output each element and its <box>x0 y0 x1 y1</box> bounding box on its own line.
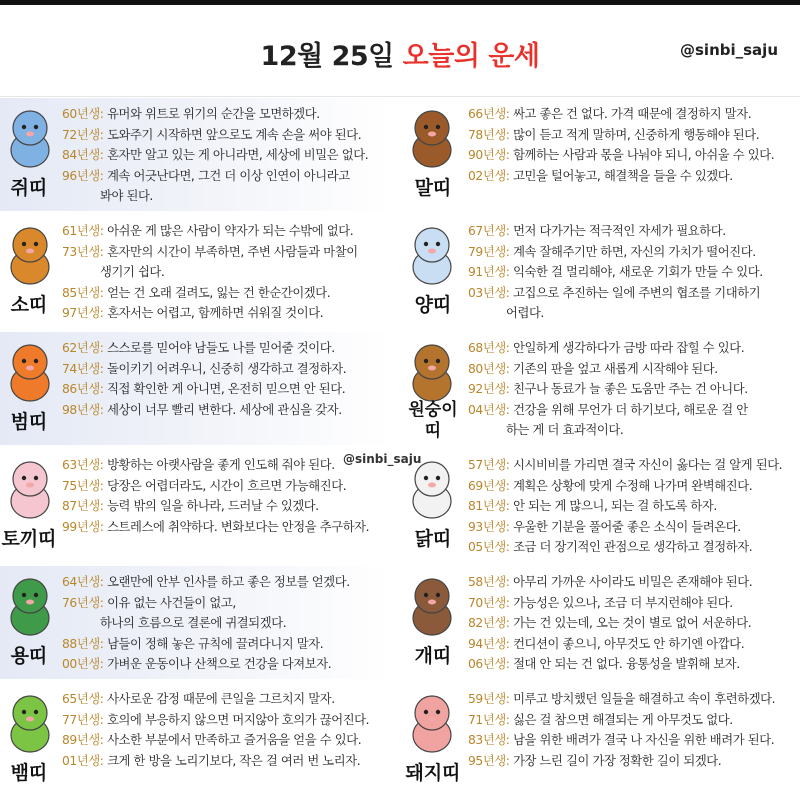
birth-year: 02년생: <box>468 168 514 183</box>
fortune-text: 봐야 된다. <box>100 189 153 203</box>
fortune-line <box>468 359 798 380</box>
birth-year: 76년생: <box>62 595 108 610</box>
fortune-line <box>468 104 798 125</box>
birth-year: 89년생: <box>62 733 108 747</box>
fortune-text: 유머와 위트로 위기의 순간을 모면하겠다. <box>107 107 320 121</box>
fortune-text: 직접 확인한 게 아니면, 온전히 믿으면 안 된다. <box>107 382 346 396</box>
fortune-line <box>62 104 390 125</box>
fortune-text: 혼자만 알고 있는 게 아니라면, 세상에 비밀은 없다. <box>107 148 369 162</box>
fortune-lines <box>468 338 798 441</box>
fortune-line <box>62 476 390 497</box>
birth-year: 86년생: <box>62 382 108 396</box>
fortune-text: 크게 한 방을 노리기보다, 작은 걸 여러 번 노리자. <box>107 753 361 768</box>
snake-icon <box>2 687 58 757</box>
birth-year: 92년생: <box>468 382 514 396</box>
zodiac-name: 용띠 <box>10 645 48 667</box>
mouse-icon <box>2 102 58 172</box>
fortune-text: 안일하게 생각하다가 금방 따라 잡힐 수 있다. <box>513 341 745 355</box>
fortune-text: 혼자서는 어렵고, 함께하면 쉬워질 것이다. <box>107 306 324 320</box>
birth-year: 67년생: <box>468 224 514 238</box>
fortune-text: 하는 게 더 효과적이다. <box>506 423 624 437</box>
fortune-line <box>62 262 390 283</box>
fortune-text: 우울한 기분을 풀어줄 좋은 소식이 들려온다. <box>513 519 741 534</box>
monkey-icon <box>404 336 460 406</box>
birth-year: 77년생: <box>62 712 108 727</box>
fortune-text: 아쉬운 게 많은 사람이 약자가 되는 수밖에 없다. <box>107 224 354 238</box>
zodiac-name: 개띠 <box>414 645 452 667</box>
fortune-line <box>468 476 798 497</box>
fortune-line <box>468 303 798 324</box>
fortune-text: 싫은 걸 참으면 해결되는 게 아무것도 없다. <box>513 712 733 727</box>
fortune-text: 사사로운 감정 때문에 큰일을 그르치지 말자. <box>107 692 335 706</box>
birth-year: 80년생: <box>468 361 514 376</box>
fortune-text: 절대 안 되는 건 없다. 융통성을 발휘해 보자. <box>513 657 740 671</box>
fortune-text: 미루고 방치했던 일들을 해결하고 속이 후련하겠다. <box>513 692 776 706</box>
fortune-lines <box>62 572 390 675</box>
birth-year: 97년생: <box>62 306 108 320</box>
fortune-text: 건강을 위해 무언가 더 하기보다, 해로운 걸 안 <box>513 402 748 417</box>
fortune-text: 혼자만의 시간이 부족하면, 주변 사람들과 마찰이 <box>107 244 358 259</box>
fortune-line <box>62 242 390 263</box>
birth-year: 95년생: <box>468 753 514 768</box>
zodiac-card-4 <box>0 332 392 445</box>
fortune-line <box>468 593 798 614</box>
zodiac-name: 뱀띠 <box>10 762 48 784</box>
fortune-line <box>62 359 390 380</box>
birth-year: 71년생: <box>468 712 514 727</box>
fortune-line <box>62 710 390 731</box>
fortune-text: 어렵다. <box>506 306 544 320</box>
birth-year: 84년생: <box>62 148 108 162</box>
fortune-line <box>468 262 798 283</box>
fortune-lines <box>468 689 798 771</box>
fortune-line <box>468 537 798 558</box>
fortune-text: 남을 위한 배려가 결국 나 자신을 위한 배려가 된다. <box>513 733 775 747</box>
fortune-line <box>468 689 798 710</box>
fortune-text: 생기기 쉽다. <box>100 265 165 279</box>
fortune-text: 얻는 건 오래 걸려도, 잃는 건 한순간이겠다. <box>107 285 331 300</box>
zodiac-card-7 <box>398 449 800 562</box>
birth-year: 66년생: <box>468 107 514 121</box>
birth-year: 79년생: <box>468 244 514 259</box>
zodiac-card-5 <box>398 332 800 445</box>
birth-year: 01년생: <box>62 753 108 768</box>
birth-year: 61년생: <box>62 224 108 238</box>
birth-year: 70년생: <box>468 595 514 610</box>
fortune-text: 익숙한 걸 멀리해야, 새로운 기회가 만들 수 있다. <box>513 265 763 279</box>
fortune-line <box>468 125 798 146</box>
fortune-text: 이유 없는 사건들이 없고, <box>107 595 236 610</box>
fortune-text: 가능성은 있으나, 조금 더 부지런해야 된다. <box>513 595 733 610</box>
fortune-line <box>62 186 390 207</box>
fortune-lines <box>468 455 798 558</box>
fortune-text: 아무리 가까운 사이라도 비밀은 존재해야 된다. <box>513 575 753 589</box>
fortune-line <box>468 221 798 242</box>
zodiac-card-11 <box>398 683 800 796</box>
fortune-text: 조금 더 장기적인 관점으로 생각하고 결정하자. <box>513 540 753 554</box>
birth-year: 81년생: <box>468 499 514 513</box>
birth-year: 59년생: <box>468 692 514 706</box>
fortune-text: 하나의 흐름으로 결론에 귀결되겠다. <box>100 616 287 630</box>
fortune-text: 컨디션이 좋으니, 아무것도 안 하기엔 아깝다. <box>513 636 745 651</box>
watermark: @sinbi_saju <box>343 452 422 466</box>
zodiac-name: 말띠 <box>414 177 452 199</box>
fortune-line <box>468 517 798 538</box>
zodiac-name: 토끼띠 <box>1 528 57 550</box>
header-divider <box>0 96 800 97</box>
fortune-lines <box>468 104 798 186</box>
zodiac-name: 원숭이 띠 <box>408 400 458 441</box>
birth-year: 82년생: <box>468 616 514 630</box>
dog-icon <box>404 570 460 640</box>
birth-year: 69년생: <box>468 478 514 493</box>
birth-year: 99년생: <box>62 519 108 534</box>
fortune-line <box>468 634 798 655</box>
fortune-text: 스트레스에 취약하다. 변화보다는 안정을 추구하자. <box>107 519 370 534</box>
fortune-text: 먼저 다가가는 적극적인 자세가 필요하다. <box>513 224 726 238</box>
fortune-text: 고집으로 추진하는 일에 주변의 협조를 기대하기 <box>513 285 761 300</box>
ox-icon <box>2 219 58 289</box>
birth-year: 78년생: <box>468 127 514 142</box>
fortune-text: 돌이키기 어려우니, 신중히 생각하고 결정하자. <box>107 361 347 376</box>
fortune-text: 남들이 정해 놓은 규칙에 끌려다니지 말자. <box>107 636 324 651</box>
birth-year: 57년생: <box>468 458 514 472</box>
birth-year: 63년생: <box>62 458 108 472</box>
fortune-text: 친구나 동료가 늘 좋은 도움만 주는 건 아니다. <box>513 382 748 396</box>
fortune-text: 방황하는 아랫사람을 좋게 인도해 줘야 된다. <box>107 458 335 472</box>
birth-year: 94년생: <box>468 636 514 651</box>
horse-icon <box>404 102 460 172</box>
zodiac-card-8 <box>0 566 392 679</box>
fortune-line <box>468 730 798 751</box>
fortune-line <box>62 572 390 593</box>
fortune-line <box>468 496 798 517</box>
birth-year: 93년생: <box>468 519 514 534</box>
birth-year: 88년생: <box>62 636 108 651</box>
zodiac-name: 소띠 <box>10 294 48 316</box>
fortune-text: 고민을 털어놓고, 해결책을 들을 수 있겠다. <box>513 168 733 183</box>
top-bar <box>0 0 800 5</box>
fortune-text: 사소한 부분에서 만족하고 즐거움을 얻을 수 있다. <box>107 733 362 747</box>
fortune-text: 가벼운 운동이나 산책으로 건강을 다져보자. <box>107 657 332 671</box>
fortune-line <box>62 634 390 655</box>
birth-year: 87년생: <box>62 499 108 513</box>
fortune-line <box>468 400 798 421</box>
fortune-line <box>468 338 798 359</box>
zodiac-card-1 <box>398 98 800 211</box>
birth-year: 72년생: <box>62 127 108 142</box>
fortune-text: 가는 건 있는데, 오는 것이 별로 없어 서운하다. <box>513 616 752 630</box>
tiger-icon <box>2 336 58 406</box>
birth-year: 75년생: <box>62 478 108 493</box>
fortune-text: 가장 느린 길이 가장 정확한 길이 되겠다. <box>513 753 722 768</box>
fortune-lines <box>62 455 390 537</box>
fortune-line <box>62 166 390 187</box>
zodiac-card-6 <box>0 449 392 562</box>
fortune-line <box>468 613 798 634</box>
fortune-line <box>468 283 798 304</box>
fortune-line <box>62 400 390 421</box>
birth-year: 85년생: <box>62 285 108 300</box>
birth-year: 83년생: <box>468 733 514 747</box>
birth-year: 03년생: <box>468 285 514 300</box>
zodiac-name: 쥐띠 <box>10 177 48 199</box>
fortune-text: 당장은 어렵더라도, 시간이 흐르면 가능해진다. <box>107 478 347 493</box>
fortune-line <box>62 125 390 146</box>
zodiac-card-2 <box>0 215 392 328</box>
fortune-line <box>62 379 390 400</box>
birth-year: 74년생: <box>62 361 108 376</box>
zodiac-card-10 <box>0 683 392 796</box>
fortune-text: 계속 어긋난다면, 그건 더 이상 인연이 아니라고 <box>107 168 350 183</box>
fortune-line <box>62 283 390 304</box>
fortune-line <box>468 145 798 166</box>
birth-year: 00년생: <box>62 657 108 671</box>
fortune-text: 계속 잘해주기만 하면, 자신의 가치가 떨어진다. <box>513 244 756 259</box>
birth-year: 64년생: <box>62 575 108 589</box>
fortune-line <box>62 145 390 166</box>
birth-year: 60년생: <box>62 107 108 121</box>
birth-year: 68년생: <box>468 341 514 355</box>
fortune-text: 오랜만에 안부 인사를 하고 좋은 정보를 얻겠다. <box>107 575 350 589</box>
fortune-text: 함께하는 사람과 몫을 나눠야 되니, 아쉬울 수 있다. <box>513 148 775 162</box>
pig-icon <box>404 687 460 757</box>
fortune-line <box>468 166 798 187</box>
title-text: 오늘의 운세 <box>402 41 540 72</box>
fortune-line <box>62 221 390 242</box>
fortune-text: 싸고 좋은 건 없다. 가격 때문에 결정하지 말자. <box>513 107 752 121</box>
fortune-lines <box>62 689 390 771</box>
dragon-icon <box>2 570 58 640</box>
fortune-text: 능력 밖의 일을 하나라, 드러날 수 있겠다. <box>107 499 319 513</box>
fortune-text: 계획은 상황에 맞게 수정해 나가며 완벽해진다. <box>513 478 753 493</box>
fortune-line <box>62 689 390 710</box>
fortune-line <box>468 420 798 441</box>
birth-year: 98년생: <box>62 402 108 417</box>
fortune-line <box>468 751 798 772</box>
fortune-line <box>62 654 390 675</box>
zodiac-name: 돼지띠 <box>405 762 461 784</box>
birth-year: 73년생: <box>62 244 108 259</box>
fortune-text: 호의에 부응하지 않으면 머지않아 호의가 끊어진다. <box>107 712 370 727</box>
zodiac-card-3 <box>398 215 800 328</box>
sheep-icon <box>404 219 460 289</box>
birth-year: 96년생: <box>62 168 108 183</box>
fortune-line <box>62 517 390 538</box>
birth-year: 04년생: <box>468 402 514 417</box>
fortune-line <box>62 593 390 614</box>
fortune-text: 시시비비를 가리면 결국 자신이 옳다는 걸 알게 된다. <box>513 458 783 472</box>
fortune-lines <box>62 221 390 324</box>
fortune-line <box>62 751 390 772</box>
zodiac-card-0 <box>0 98 392 211</box>
fortune-line <box>62 496 390 517</box>
fortune-line <box>468 242 798 263</box>
zodiac-name: 양띠 <box>414 294 452 316</box>
birth-year: 05년생: <box>468 540 514 554</box>
fortune-text: 많이 듣고 적게 말하며, 신중하게 행동해야 된다. <box>513 127 760 142</box>
fortune-line <box>62 455 390 476</box>
fortune-line <box>468 455 798 476</box>
birth-year: 06년생: <box>468 657 514 671</box>
fortune-line <box>468 710 798 731</box>
fortune-line <box>62 303 390 324</box>
birth-year: 62년생: <box>62 341 108 355</box>
fortune-text: 기존의 판을 엎고 새롭게 시작해야 된다. <box>513 361 718 376</box>
fortune-text: 도와주기 시작하면 앞으로도 계속 손을 써야 된다. <box>107 127 362 142</box>
fortune-lines <box>468 572 798 675</box>
rabbit-icon <box>2 453 58 523</box>
fortune-line <box>62 730 390 751</box>
zodiac-name: 닭띠 <box>414 528 452 550</box>
fortune-line <box>468 572 798 593</box>
fortune-text: 세상이 너무 빨리 변한다. 세상에 관심을 갖자. <box>107 402 342 417</box>
fortune-line <box>62 338 390 359</box>
fortune-lines <box>62 104 390 207</box>
title-date: 12월 25일 <box>260 41 394 72</box>
birth-year: 90년생: <box>468 148 514 162</box>
account-handle: @sinbi_saju <box>680 41 778 59</box>
birth-year: 65년생: <box>62 692 108 706</box>
fortune-line <box>468 654 798 675</box>
fortune-text: 스스로를 믿어야 남들도 나를 믿어줄 것이다. <box>107 341 335 355</box>
zodiac-name: 범띠 <box>10 411 48 433</box>
fortune-line <box>468 379 798 400</box>
zodiac-card-9 <box>398 566 800 679</box>
fortune-line <box>62 613 390 634</box>
fortune-lines <box>62 338 390 420</box>
birth-year: 91년생: <box>468 265 514 279</box>
fortune-text: 안 되는 게 많으니, 되는 걸 하도록 하자. <box>513 499 717 513</box>
fortune-lines <box>468 221 798 324</box>
birth-year: 58년생: <box>468 575 514 589</box>
